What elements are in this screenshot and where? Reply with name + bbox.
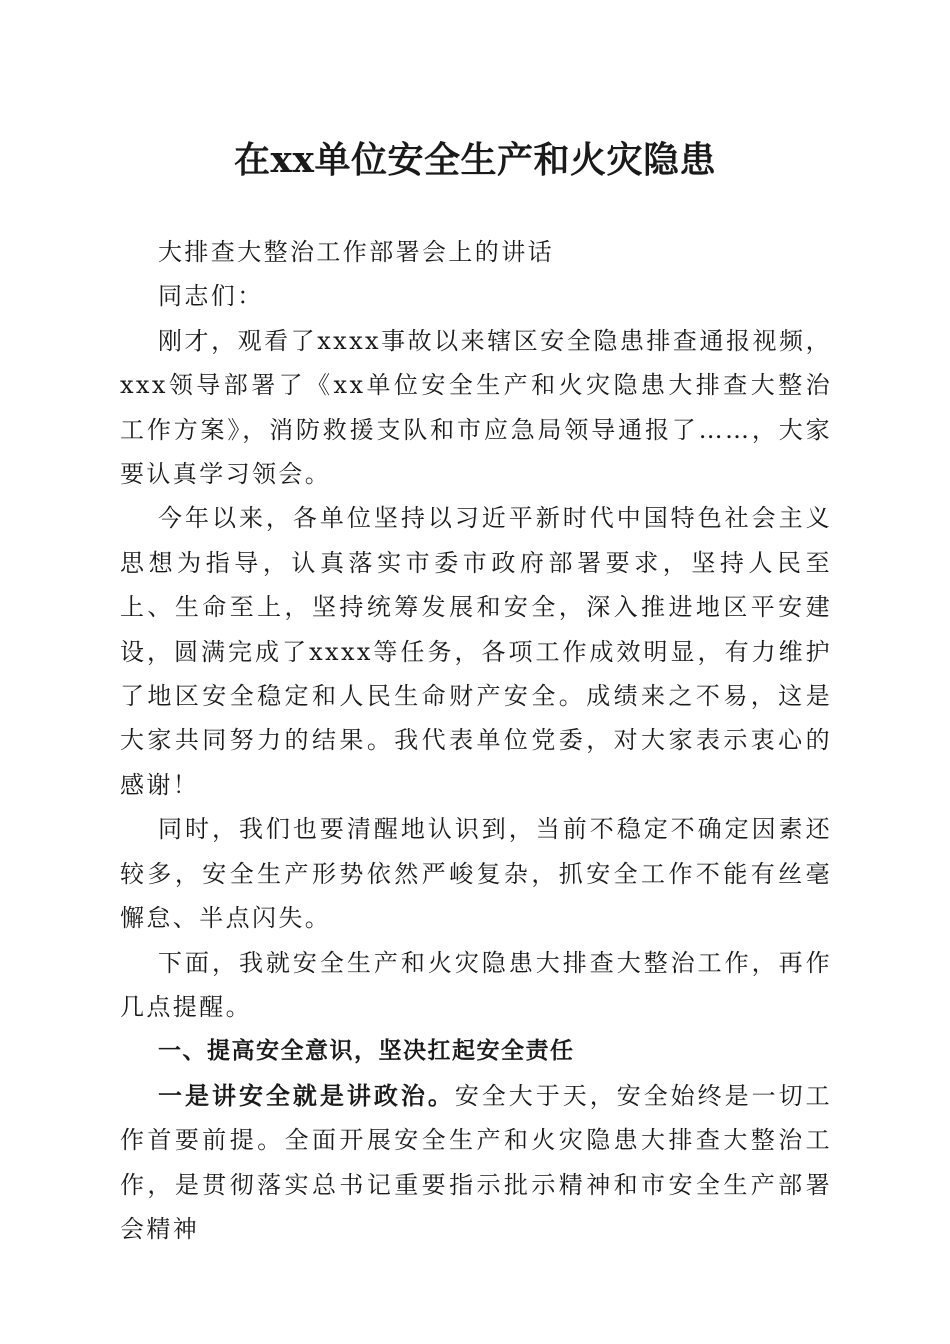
- section-paragraph: [120, 1074, 832, 1252]
- paragraph-2: 今年以来，各单位坚持以习近平新时代中国特色社会主义思想为指导，认真落实市委市政府部署要求，坚持人民至上、生命至上，坚持统筹发展和安全，深入推进地区平安建设，圆满完成了xxxx等任务，各项工作成效明显，有力维护了地区安全稳定和人民生命财产安全。成绩来之不易，这是大家共同努力的结果。我代表单位党委，对大家表示衷心的感谢！: [120, 504, 832, 799]
- salutation: 同志们：: [158, 282, 264, 311]
- section-heading: 一、提高安全意识，坚决扛起安全责任: [158, 1038, 575, 1065]
- paragraph-3: 同时，我们也要清醒地认识到，当前不稳定不确定因素还较多，安全生产形势依然严峻复杂，抓安全工作不能有丝毫懈怠、半点闪失。: [120, 815, 832, 933]
- section-lead: 一是讲安全就是讲政治。: [158, 1080, 455, 1110]
- paragraph-1: 刚才，观看了xxxx事故以来辖区安全隐患排查通报视频，xxx领导部署了《xx单位安全生产和火灾隐患大排查大整治工作方案》，消防救援支队和市应急局领导通报了……，大家要认真学习领会。: [120, 326, 832, 489]
- paragraph-4: 下面，我就安全生产和火灾隐患大排查大整治工作，再作几点提醒。: [120, 948, 832, 1021]
- document-body: [120, 230, 832, 1251]
- document-title: 在xx单位安全生产和火灾隐患: [234, 139, 716, 181]
- document-subtitle: 大排查大整治工作部署会上的讲话: [158, 238, 554, 266]
- section-paragraph-text: 安全大于天，安全始终是一切工作首要前提。全面开展安全生产和火灾隐患大排查大整治工作，是贯彻落实总书记重要指示批示精神和市安全生产部署会精神: [120, 1081, 832, 1243]
